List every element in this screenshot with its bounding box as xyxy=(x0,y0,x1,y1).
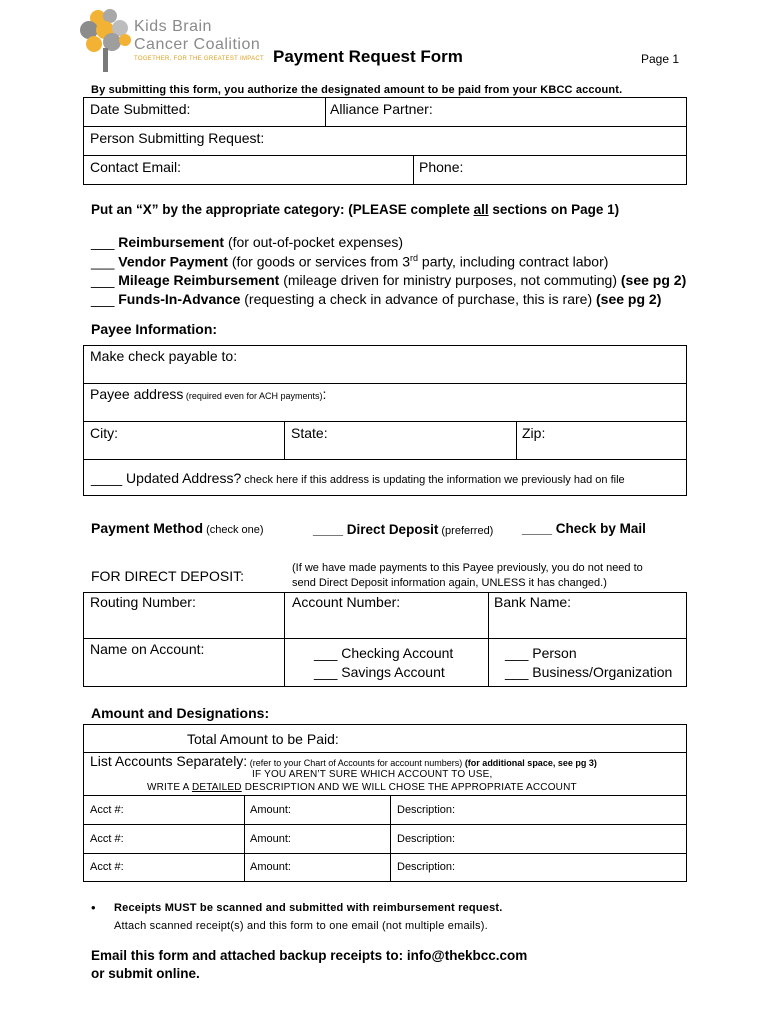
date-submitted-field[interactable]: Date Submitted: xyxy=(90,101,191,117)
category-instruction: Put an “X” by the appropriate category: (PLEASE complete all sections on Page 1) xyxy=(91,202,620,217)
logo-tagline: TOGETHER, FOR THE GREATEST IMPACT xyxy=(134,56,265,62)
person-option[interactable]: ___ Person xyxy=(505,645,577,661)
page-title: Payment Request Form xyxy=(273,47,463,66)
category-item-reimbursement[interactable]: ___ Reimbursement (for out-of-pocket expenses) xyxy=(91,234,404,250)
total-amount-field[interactable]: Total Amount to be Paid: xyxy=(187,731,339,747)
page-number: Page 1 xyxy=(641,52,680,66)
direct-deposit-option[interactable]: ____ Direct Deposit (preferred) xyxy=(313,522,494,537)
unsure-account-note-2: WRITE A DETAILED DESCRIPTION AND WE WILL CHOSE THE APPROPRIATE ACCOUNT xyxy=(147,782,577,793)
business-option[interactable]: ___ Business/Organization xyxy=(505,664,673,680)
state-field[interactable]: State: xyxy=(291,425,328,441)
tree-logo-icon xyxy=(78,8,132,74)
list-accounts-label: List Accounts Separately: (refer to your Chart of Accounts for account numbers) (for additional space, see pg 3) xyxy=(90,753,597,769)
check-by-mail-option[interactable]: ____ Check by Mail xyxy=(522,521,646,536)
amount-field-2[interactable]: Amount: xyxy=(250,833,291,845)
receipts-note: Attach scanned receipt(s) and this form to one email (not multiple emails). xyxy=(114,920,488,932)
checking-account-option[interactable]: ___ Checking Account xyxy=(314,645,454,661)
alliance-partner-field[interactable]: Alliance Partner: xyxy=(330,101,433,117)
payment-method-label: Payment Method (check one) xyxy=(91,520,264,536)
direct-deposit-note-2: send Direct Deposit information again, UNLESS it has changed.) xyxy=(292,577,607,589)
payee-address-field[interactable]: Payee address (required even for ACH payments): xyxy=(90,386,327,402)
direct-deposit-heading: FOR DIRECT DEPOSIT: xyxy=(91,568,244,584)
receipts-requirement: Receipts MUST be scanned and submitted with reimbursement request. xyxy=(114,902,503,914)
bank-name-field[interactable]: Bank Name: xyxy=(494,594,572,610)
make-check-payable-field[interactable]: Make check payable to: xyxy=(90,348,238,364)
authorization-text: By submitting this form, you authorize the designated amount to be paid from your KBCC account. xyxy=(91,84,623,96)
updated-address-checkbox[interactable]: ____ Updated Address? check here if this address is updating the information we previously had on file xyxy=(91,470,625,486)
amount-heading: Amount and Designations: xyxy=(91,705,270,721)
amount-field-1[interactable]: Amount: xyxy=(250,804,291,816)
acct-field-3[interactable]: Acct #: xyxy=(90,861,124,873)
description-field-2[interactable]: Description: xyxy=(397,833,456,845)
routing-number-field[interactable]: Routing Number: xyxy=(90,594,196,610)
logo-name-line1: Kids Brain xyxy=(134,18,212,35)
category-item-funds-in-advance[interactable]: ___ Funds-In-Advance (requesting a check in advance of purchase, this is rare) (see pg 2) xyxy=(91,291,662,307)
person-submitting-field[interactable]: Person Submitting Request: xyxy=(90,130,265,146)
name-on-account-field[interactable]: Name on Account: xyxy=(90,641,205,657)
account-number-field[interactable]: Account Number: xyxy=(292,594,401,610)
bullet-icon: • xyxy=(91,900,96,915)
zip-field[interactable]: Zip: xyxy=(522,425,546,441)
phone-field[interactable]: Phone: xyxy=(419,159,464,175)
amount-table xyxy=(83,724,687,882)
category-item-vendor-payment[interactable]: ___ Vendor Payment (for goods or services from 3rd party, including contract labor) xyxy=(91,253,609,270)
direct-deposit-note-1: (If we have made payments to this Payee previously, you do not need to xyxy=(292,562,643,574)
unsure-account-note-1: IF YOU AREN’T SURE WHICH ACCOUNT TO USE, xyxy=(252,769,493,780)
savings-account-option[interactable]: ___ Savings Account xyxy=(314,664,445,680)
amount-field-3[interactable]: Amount: xyxy=(250,861,291,873)
logo xyxy=(78,8,265,74)
payee-heading: Payee Information: xyxy=(91,321,218,337)
email-instructions: Email this form and attached backup receipts to: info@thekbcc.com xyxy=(91,948,528,963)
submit-online-text: or submit online. xyxy=(91,966,200,981)
acct-field-1[interactable]: Acct #: xyxy=(90,804,124,816)
description-field-1[interactable]: Description: xyxy=(397,804,456,816)
contact-email-field[interactable]: Contact Email: xyxy=(90,159,182,175)
logo-name-line2: Cancer Coalition xyxy=(134,36,261,53)
city-field[interactable]: City: xyxy=(90,425,118,441)
acct-field-2[interactable]: Acct #: xyxy=(90,833,124,845)
description-field-3[interactable]: Description: xyxy=(397,861,456,873)
category-item-mileage[interactable]: ___ Mileage Reimbursement (mileage driven for ministry purposes, not commuting) (see pg 2) xyxy=(91,272,687,288)
